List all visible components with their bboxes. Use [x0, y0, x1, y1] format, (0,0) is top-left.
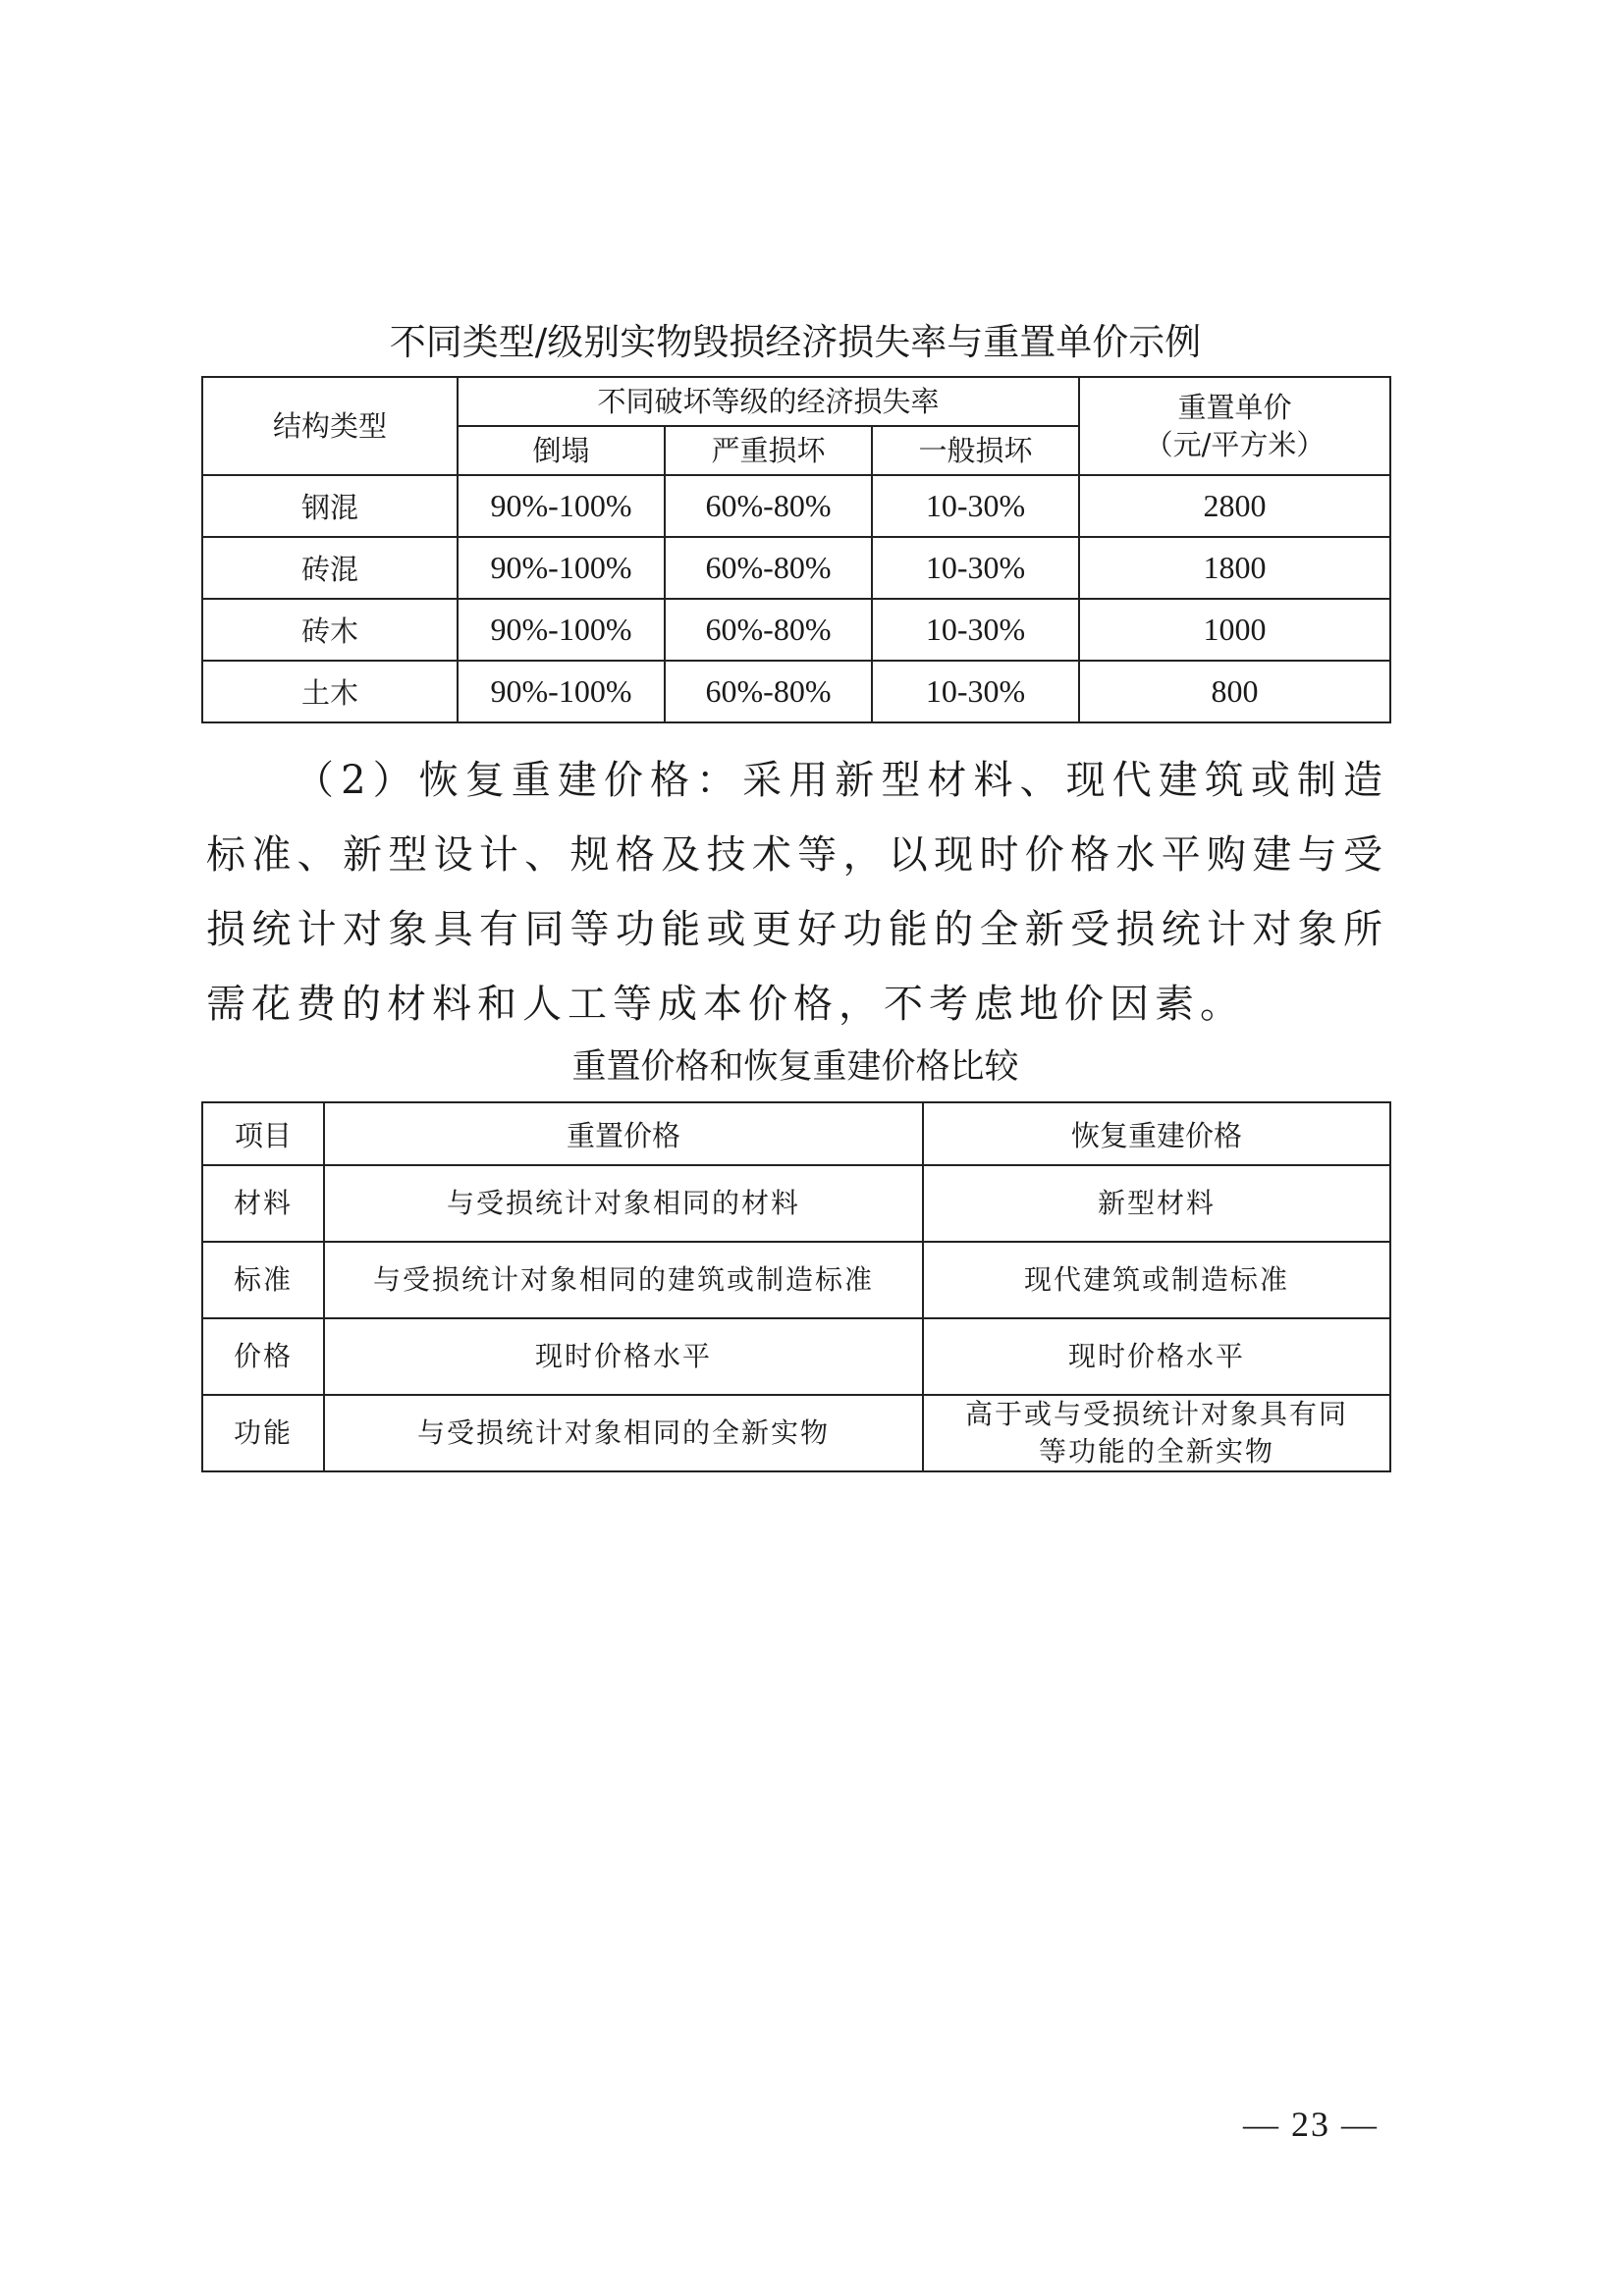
cell-replacement: 与受损统计对象相同的材料	[324, 1165, 923, 1242]
header-price-title: 重置单价	[1177, 391, 1292, 424]
cell-collapse-rate: 90%-100%	[458, 475, 665, 537]
cell-collapse-rate: 90%-100%	[458, 537, 665, 599]
loss-rate-table	[201, 376, 1391, 723]
cell-collapse-rate: 90%-100%	[458, 661, 665, 722]
header-loss-rate-group: 不同破坏等级的经济损失率	[458, 377, 1079, 426]
cell-severe-rate: 60%-80%	[665, 661, 872, 722]
cell-severe-rate: 60%-80%	[665, 475, 872, 537]
header-item: 项目	[202, 1102, 324, 1165]
header-reconstruction-price: 恢复重建价格	[923, 1102, 1390, 1165]
cell-structure-type: 土木	[202, 661, 458, 722]
cell-reconstruction: 现代建筑或制造标准	[923, 1242, 1390, 1318]
cell-structure-type: 砖木	[202, 599, 458, 661]
cell-unit-price: 2800	[1079, 475, 1390, 537]
page-number: — 23 —	[1243, 2105, 1379, 2144]
cell-unit-price: 1000	[1079, 599, 1390, 661]
cell-moderate-rate: 10-30%	[872, 599, 1079, 661]
table-row	[202, 1242, 1390, 1318]
header-severe: 严重损坏	[665, 426, 872, 475]
table2-caption: 重置价格和恢复重建价格比较	[571, 1047, 1019, 1087]
price-comparison-table	[201, 1101, 1391, 1472]
header-price-unit: （元/平方米）	[1144, 428, 1326, 461]
cell-replacement: 与受损统计对象相同的全新实物	[324, 1395, 923, 1471]
cell-item: 功能	[202, 1395, 324, 1471]
cell-item: 材料	[202, 1165, 324, 1242]
table-row	[202, 1395, 1390, 1471]
body-paragraph: （2）恢复重建价格：采用新型材料、现代建筑或制造标准、新型设计、规格及技术等，以现时价格水平购建与受损统计对象具有同等功能或更好功能的全新受损统计对象所需花费的材料和人工等成本价格，不考虑地价因素。	[206, 758, 1388, 1027]
cell-unit-price: 1800	[1079, 537, 1390, 599]
cell-moderate-rate: 10-30%	[872, 475, 1079, 537]
cell-collapse-rate: 90%-100%	[458, 599, 665, 661]
table-row	[202, 599, 1390, 661]
cell-unit-price: 800	[1079, 661, 1390, 722]
table-row	[202, 475, 1390, 537]
cell-reconstruction: 新型材料	[923, 1165, 1390, 1242]
cell-replacement: 现时价格水平	[324, 1318, 923, 1395]
cell-structure-type: 砖混	[202, 537, 458, 599]
cell-item: 标准	[202, 1242, 324, 1318]
header-structure-type: 结构类型	[202, 377, 458, 475]
cell-structure-type: 钢混	[202, 475, 458, 537]
header-replacement-price: 重置价格	[324, 1102, 923, 1165]
cell-severe-rate: 60%-80%	[665, 599, 872, 661]
table-row	[202, 1318, 1390, 1395]
header-moderate: 一般损坏	[872, 426, 1079, 475]
header-collapse: 倒塌	[458, 426, 665, 475]
cell-moderate-rate: 10-30%	[872, 537, 1079, 599]
table-row	[202, 537, 1390, 599]
cell-item: 价格	[202, 1318, 324, 1395]
cell-moderate-rate: 10-30%	[872, 661, 1079, 722]
cell-replacement: 与受损统计对象相同的建筑或制造标准	[324, 1242, 923, 1318]
header-price	[1079, 377, 1390, 475]
cell-reconstruction: 高于或与受损统计对象具有同等功能的全新实物	[923, 1395, 1390, 1471]
table1-caption: 不同类型/级别实物毁损经济损失率与重置单价示例	[389, 321, 1202, 363]
cell-reconstruction: 现时价格水平	[923, 1318, 1390, 1395]
table-row	[202, 1165, 1390, 1242]
cell-severe-rate: 60%-80%	[665, 537, 872, 599]
table-row	[202, 661, 1390, 722]
